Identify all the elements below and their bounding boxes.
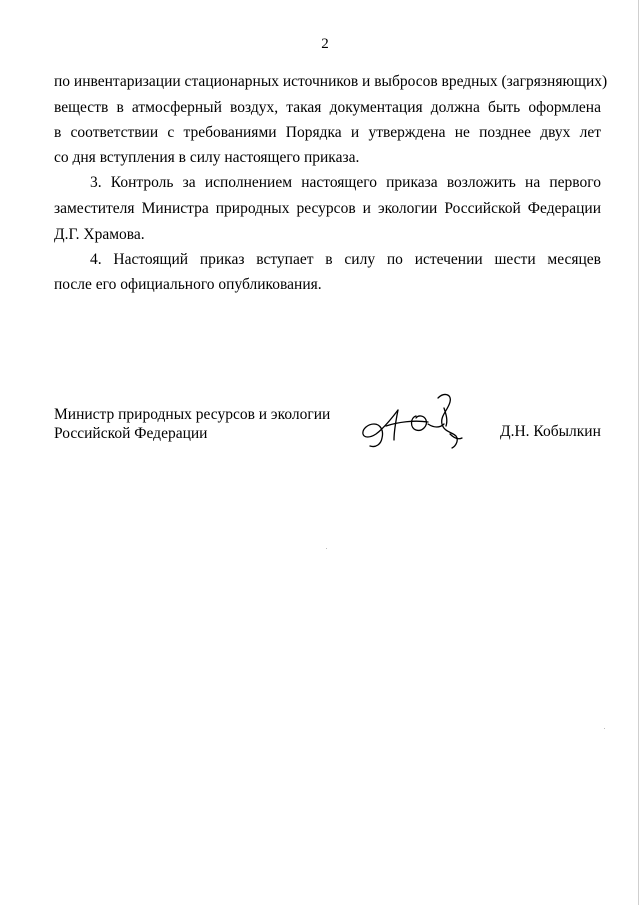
paragraph-3-line-2: заместителя Министра природных ресурсов и экологии Российской Федерации bbox=[54, 200, 601, 217]
paragraph-1-line-4: со дня вступления в силу настоящего приказа. bbox=[54, 149, 360, 166]
signatory-position-line-2: Российской Федерации bbox=[54, 425, 208, 442]
paragraph-1-line-2: веществ в атмосферный воздух, такая документация должна быть оформлена bbox=[54, 99, 601, 116]
signatory-position-line-1: Министр природных ресурсов и экологии bbox=[54, 406, 331, 423]
paragraph-3-line-3: Д.Г. Храмова. bbox=[54, 226, 145, 243]
page-number: 2 bbox=[321, 36, 329, 52]
scan-edge bbox=[638, 0, 639, 905]
scan-speck bbox=[604, 728, 605, 729]
signatory-name: Д.Н. Кобылкин bbox=[500, 423, 601, 440]
handwritten-signature bbox=[358, 388, 470, 452]
paragraph-4-line-2: после его официального опубликования. bbox=[54, 276, 322, 293]
paragraph-1-line-3: в соответствии с требованиями Порядка и утверждена не позднее двух лет bbox=[54, 124, 601, 141]
paragraph-3-line-1: 3. Контроль за исполнением настоящего приказа возложить на первого bbox=[90, 174, 601, 191]
signatory-position bbox=[54, 405, 330, 443]
paragraph-4-line-1: 4. Настоящий приказ вступает в силу по истечении шести месяцев bbox=[90, 251, 601, 268]
scan-speck bbox=[326, 548, 327, 549]
paragraph-1-line-1: по инвентаризации стационарных источников и выбросов вредных (загрязняющих) bbox=[54, 73, 608, 90]
